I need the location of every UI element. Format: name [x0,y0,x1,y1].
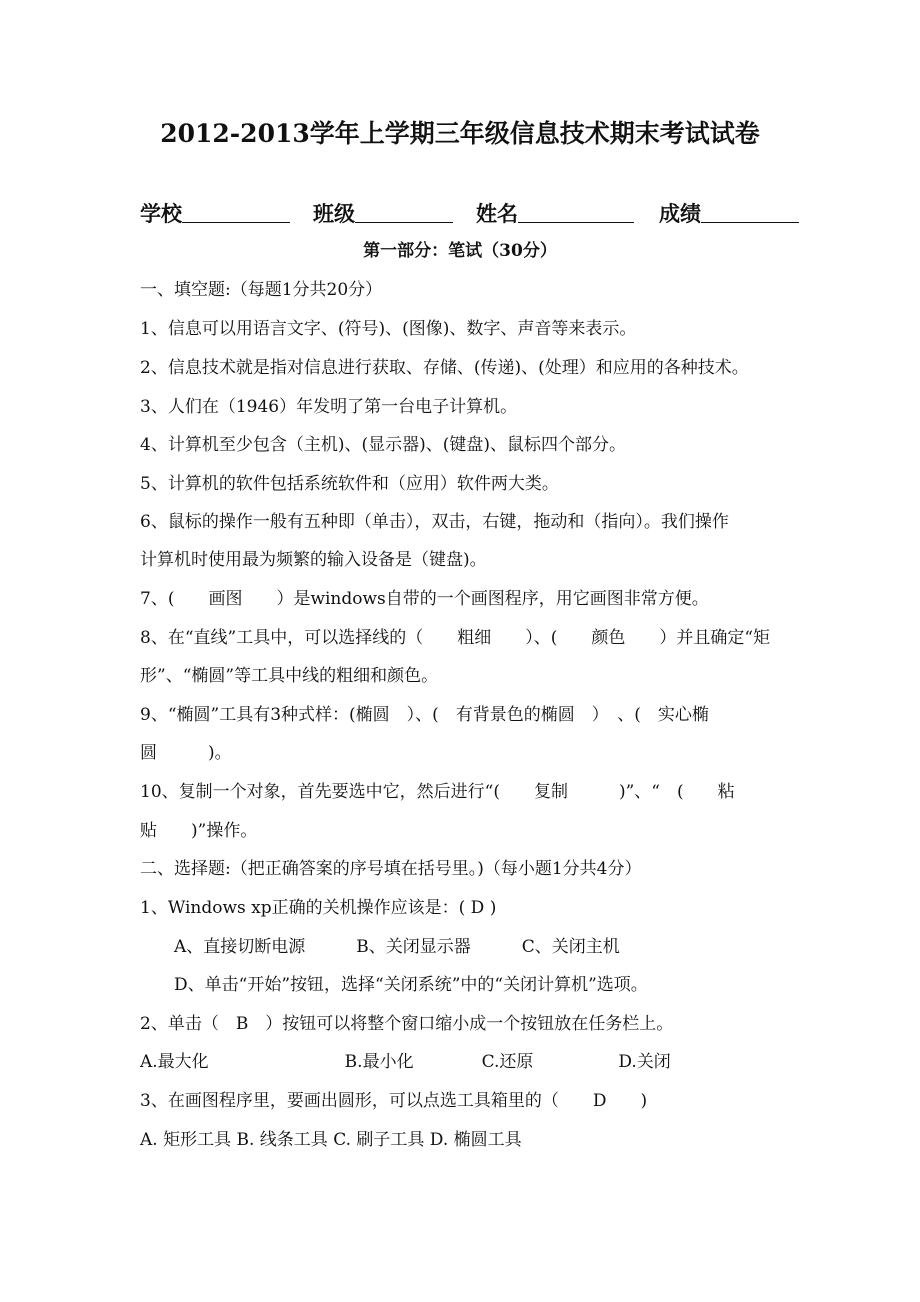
student-info-row [140,199,800,229]
text-line: 9、“椭圆”工具有3种式样：(椭圆 ）、( 有背景色的椭圆 ） 、( 实心椭 [140,705,709,725]
text-line: 计算机时使用最为频繁的输入设备是（键盘)。 [140,550,487,570]
text-line: 1、信息可以用语言文字、(符号)、(图像)、数字、声音等来表示。 [140,319,637,339]
text-line: 4、计算机至少包含（主机)、(显示器)、(键盘)、鼠标四个部分。 [140,435,626,455]
text-line: 6、鼠标的操作一般有五种即（单击），双击，右键，拖动和（指向）。我们操作 [140,512,729,532]
text-line: 3、人们在（1946）年发明了第一台电子计算机。 [140,397,518,417]
text-line: 5、计算机的软件包括系统软件和（应用）软件两大类。 [140,474,559,494]
score-blank [701,200,799,223]
text-line: D、单击“开始”按钮，选择“关闭系统”中的“关闭计算机”选项。 [140,975,648,995]
class-field [313,199,453,229]
text-line: 7、( 画图 ）是windows自带的一个画图程序，用它画图非常方便。 [140,589,709,609]
school-label: 学校 [140,201,182,226]
section-heading: 第一部分：笔试（30分） [363,241,557,261]
text-line: 二、选择题:（把正确答案的序号填在括号里。)（每小题1分共4分） [140,859,642,879]
text-line: 一、填空题:（每题1分共20分） [140,280,383,300]
school-field [140,199,290,229]
exam-title: 2012-2013学年上学期三年级信息技术期末考试试卷 [160,119,760,148]
text-line: 圆 )。 [140,743,232,763]
text-line: 贴 )”操作。 [140,821,258,841]
text-line: A、直接切断电源 B、关闭显示器 C、关闭主机 [140,937,620,957]
name-blank [518,200,634,223]
school-blank [182,200,290,223]
text-line: 形”、“椭圆”等工具中线的粗细和颜色。 [140,666,439,686]
class-label: 班级 [313,201,355,226]
text-line: 2、单击（ B ）按钮可以将整个窗口缩小成一个按钮放在任务栏上。 [140,1014,674,1034]
score-label: 成绩 [659,201,701,226]
text-line: A.最大化 B.最小化 C.还原 D.关闭 [140,1052,671,1072]
text-line: 8、在“直线”工具中，可以选择线的（ 粗细 ）、( 颜色 ）并且确定“矩 [140,628,771,648]
name-field [476,199,634,229]
text-line: A. 矩形工具 B. 线条工具 C. 刷子工具 D. 椭圆工具 [140,1130,522,1150]
name-label: 姓名 [476,201,518,226]
text-line: 10、复制一个对象，首先要选中它，然后进行“( 复制 )”、“ ( 粘 [140,782,735,802]
text-line: 1、Windows xp正确的关机操作应该是：( D ) [140,898,497,918]
class-blank [355,200,453,223]
text-line: 3、在画图程序里，要画出圆形，可以点选工具箱里的（ D ) [140,1091,648,1111]
score-field [659,199,799,229]
text-line: 2、信息技术就是指对信息进行获取、存储、(传递)、(处理）和应用的各种技术。 [140,358,749,378]
